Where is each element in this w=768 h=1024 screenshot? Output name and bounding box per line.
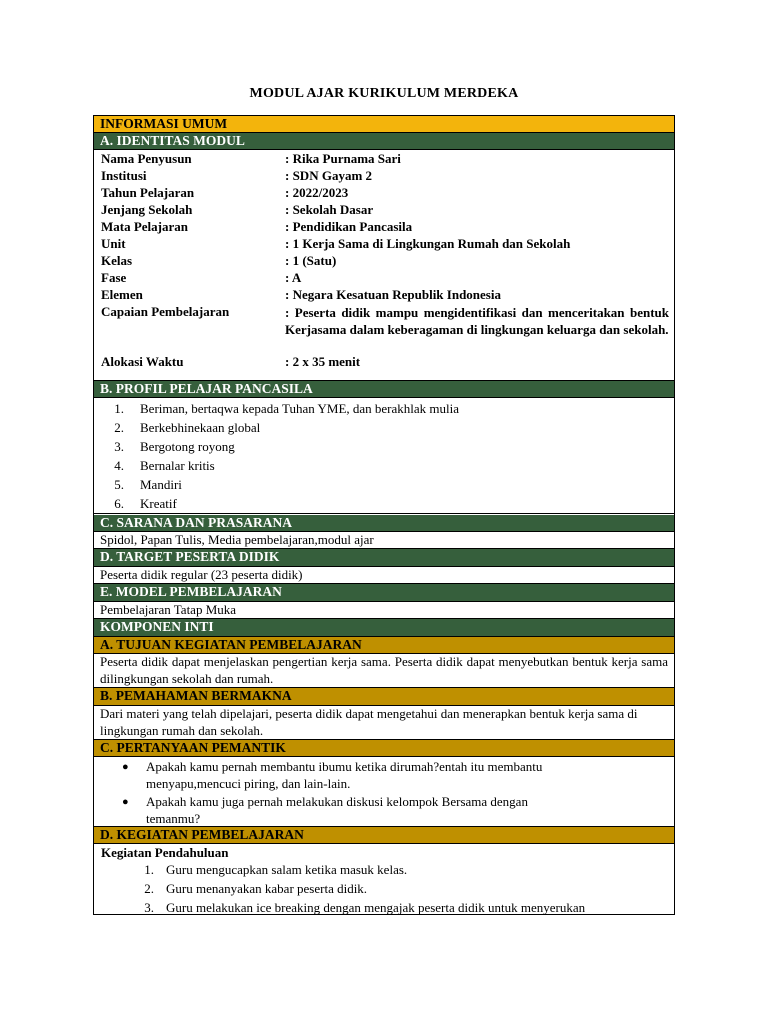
identity-value: : 1 Kerja Sama di Lingkungan Rumah dan Sekolah: [285, 236, 571, 251]
identity-label: Jenjang Sekolah: [101, 202, 193, 217]
section-pertanyaan: C. PERTANYAAN PEMANTIK: [94, 740, 674, 757]
list-item-text: Guru melakukan ice breaking dengan mengajak peserta didik untuk menyerukan: [166, 900, 586, 915]
bullet-icon: ●: [122, 796, 129, 808]
identity-row-mapel: [94, 219, 674, 236]
identity-row-tahun: [94, 185, 674, 202]
identity-value: : Negara Kesatuan Republik Indonesia: [285, 287, 501, 302]
identity-label: Kelas: [101, 253, 133, 268]
section-profil-pelajar: B. PROFIL PELAJAR PANCASILA: [94, 380, 674, 398]
identity-row-kelas: [94, 253, 674, 270]
identity-row-jenjang: [94, 202, 674, 219]
identity-label: Elemen: [101, 287, 143, 302]
list-item-text: Guru menanyakan kabar peserta didik.: [166, 881, 368, 896]
question-line: Apakah kamu pernah membantu ibumu ketika dirumah?entah itu membantu: [146, 759, 543, 774]
list-item-text: Guru mengucapkan salam ketika masuk kelas.: [166, 862, 408, 877]
question-line: temanmu?: [146, 811, 201, 826]
list-item-text: Kreatif: [140, 496, 177, 511]
profil-list: 1. Beriman, bertaqwa kepada Tuhan YME, dan berakhlak mulia 2. Berkebhinekaan global 3. Bergotong royong 4. Bernalar kritis 5. Mandiri 6. Kreatif: [94, 398, 674, 514]
list-item-text: Beriman, bertaqwa kepada Tuhan YME, dan berakhlak mulia: [140, 401, 460, 416]
identity-value: : Sekolah Dasar: [285, 202, 374, 217]
pemahaman-text: Dari materi yang telah dipelajari, peserta didik dapat mengetahui dan menerapkan bentuk kerja sama di lingkungan rumah dan sekolah.: [94, 706, 674, 740]
identity-value: : 2 x 35 menit: [285, 354, 361, 369]
identity-label: Tahun Pelajaran: [101, 185, 195, 200]
identity-label: Nama Penyusun: [101, 151, 192, 166]
identity-value: : SDN Gayam 2: [285, 168, 373, 183]
capaian-value: : Peserta didik mampu mengidentifikasi dan menceritakan bentuk Kerjasama dalam keberagaman di lingkungan keluarga dan sekolah.: [285, 305, 669, 337]
section-pemahaman: B. PEMAHAMAN BERMAKNA: [94, 688, 674, 706]
pertanyaan-list: [94, 757, 674, 827]
identity-value: : 2022/2023: [285, 185, 349, 200]
section-target: D. TARGET PESERTA DIDIK: [94, 549, 674, 567]
section-model: E. MODEL PEMBELAJARAN: [94, 584, 674, 602]
identity-label: Mata Pelajaran: [101, 219, 189, 234]
identity-row-nama: [94, 151, 674, 168]
module-table: [93, 115, 675, 915]
question-line: Apakah kamu juga pernah melakukan diskusi kelompok Bersama dengan: [146, 794, 528, 809]
list-item-text: Bernalar kritis: [140, 458, 215, 473]
section-informasi-umum: INFORMASI UMUM: [94, 116, 674, 133]
bullet-icon: ●: [122, 761, 129, 773]
identity-label: Alokasi Waktu: [101, 354, 184, 369]
identity-row-capaian: [94, 304, 674, 337]
section-sarana: C. SARANA DAN PRASARANA: [94, 515, 674, 532]
kegiatan-body: Kegiatan Pendahuluan 1. Guru mengucapkan salam ketika masuk kelas. 2. Guru menanyakan kabar peserta didik. 3. Guru melakukan ice breaking dengan mengajak peserta didik untuk menyerukan: [101, 845, 586, 915]
identity-row-alokasi: [94, 354, 674, 371]
question-line: menyapu,mencuci piring, dan lain-lain.: [146, 776, 351, 791]
list-item-text: Mandiri: [140, 477, 182, 492]
identity-label: Capaian Pembelajaran: [101, 304, 230, 319]
section-identitas-modul: A. IDENTITAS MODUL: [94, 133, 674, 150]
identity-value: : Rika Purnama Sari: [285, 151, 401, 166]
identity-value: : 1 (Satu): [285, 253, 337, 268]
section-tujuan: A. TUJUAN KEGIATAN PEMBELAJARAN: [94, 637, 674, 654]
identity-label: Unit: [101, 236, 126, 251]
document-title: MODUL AJAR KURIKULUM MERDEKA: [249, 86, 519, 101]
list-item-text: Berkebhinekaan global: [140, 420, 261, 435]
identity-row-unit: [94, 236, 674, 253]
identity-row-institusi: [94, 168, 674, 185]
identity-value: : A: [285, 270, 302, 285]
model-text: Pembelajaran Tatap Muka: [94, 602, 674, 619]
target-text: Peserta didik regular (23 peserta didik): [94, 567, 674, 584]
identity-row-fase: [94, 270, 674, 287]
sarana-text: Spidol, Papan Tulis, Media pembelajaran,modul ajar: [94, 532, 674, 549]
identity-label: Fase: [101, 270, 127, 285]
tujuan-text: Peserta didik dapat menjelaskan pengertian kerja sama. Peserta didik dapat menyebutkan bentuk kerja sama dilingkungan sekolah dan rumah.: [94, 654, 674, 688]
section-kegiatan: D. KEGIATAN PEMBELAJARAN: [94, 827, 674, 844]
list-item-text: Bergotong royong: [140, 439, 235, 454]
identity-row-elemen: [94, 287, 674, 304]
identity-value: : Pendidikan Pancasila: [285, 219, 413, 234]
section-komponen-inti: KOMPONEN INTI: [94, 619, 674, 637]
identity-label: Institusi: [101, 168, 147, 183]
kegiatan-subtitle: Kegiatan Pendahuluan: [101, 845, 229, 860]
